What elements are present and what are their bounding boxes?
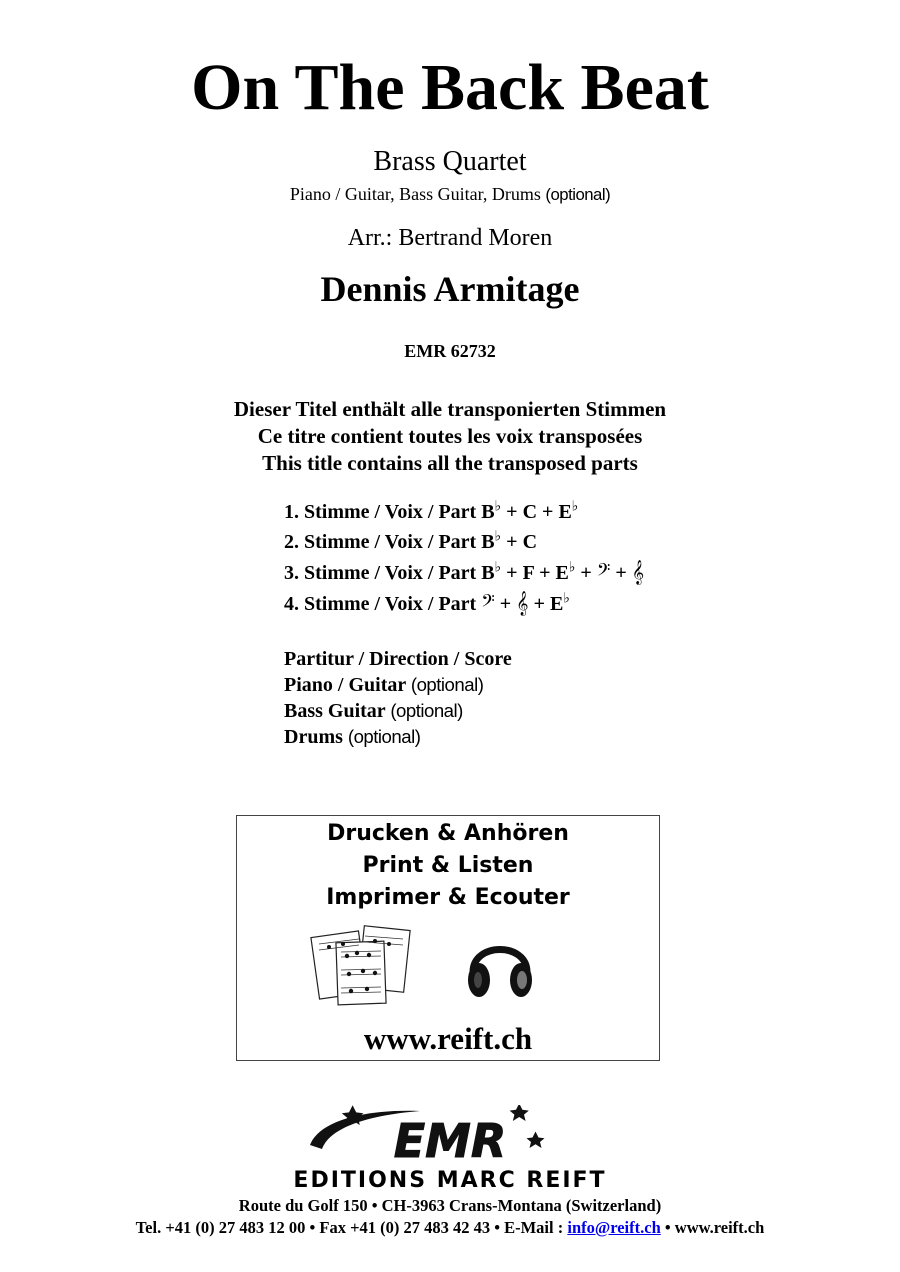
extra-part-row [284,724,512,750]
contact-phone-fax: Tel. +41 (0) 27 483 12 00 • Fax +41 (0) 27 483 42 43 • E-Mail : [135,1218,568,1237]
optional-note: (optional) [410,674,484,695]
piece-title: On The Back Beat [191,51,709,124]
part-label: 3. Stimme / Voix / Part [284,562,477,584]
part-key: C [522,531,538,553]
bass-clef-icon: 𝄢 [596,560,611,584]
extras-list [284,646,512,750]
arranger: Arr.: Bertrand Moren [347,225,553,251]
instrumentation-line [0,182,900,207]
contact-website: • www.reift.ch [660,1218,765,1237]
promo-line-french: Imprimer & Ecouter [326,885,570,910]
catalog-code: EMR 62732 [404,341,496,361]
bass-clef-icon: 𝄢 [481,591,495,615]
notice-german: Dieser Titel enthält alle transponierten Stimmen [233,397,667,421]
publisher-address: Route du Golf 150 • CH-3963 Crans-Montana (Switzerland) [238,1196,662,1215]
logo-text: EMR [393,1114,507,1167]
part-row: 3. Stimme / Voix / Part B♭ + F + E♭ + 𝄢 + 𝄞 [284,560,645,584]
composer: Dennis Armitage [320,269,580,309]
parts-list [284,497,644,619]
part-row: 2. Stimme / Voix / Part B♭ + C [284,529,538,553]
extra-part-label: Partitur / Direction / Score [284,648,512,670]
instrumentation-main: Piano / Guitar, Bass Guitar, Drums [289,184,541,204]
optional-note: (optional) [347,726,421,747]
part-key: E♭ [555,560,576,584]
part-key: B♭ [481,529,502,553]
language-notice [0,396,900,477]
promo-line-english: Print & Listen [362,853,534,878]
instrumentation-optional: (optional) [545,185,611,204]
email-link[interactable]: info@reift.ch [567,1218,661,1237]
sheet-music-icon [309,924,419,1006]
website-url[interactable]: www.reift.ch [363,1021,533,1056]
promo-line-german: Drucken & Anhören [327,821,569,846]
extra-part-row [284,672,512,698]
notice-english: This title contains all the transposed parts [262,451,638,475]
part-key: B♭ [481,560,502,584]
notice-french: Ce titre contient toutes les voix transposées [257,424,643,448]
part-label: 1. Stimme / Voix / Part [284,501,477,523]
part-key: B♭ [481,499,502,523]
part-key: E♭ [549,591,570,615]
extra-part-label: Bass Guitar [284,700,386,722]
publisher-name: EDITIONS MARC REIFT [293,1168,607,1193]
part-row: 4. Stimme / Voix / Part 𝄢 + 𝄞 + E♭ [284,591,570,615]
part-label: 2. Stimme / Voix / Part [284,531,477,553]
part-key: C [522,501,538,523]
extra-part-label: Piano / Guitar [284,674,406,696]
optional-note: (optional) [390,700,463,721]
print-listen-box [236,815,660,1061]
extra-part-label: Drums [284,726,343,748]
extra-part-row [284,698,512,724]
treble-clef-icon: 𝄞 [631,560,645,584]
publisher-contact [0,1217,900,1239]
part-key: E♭ [558,499,579,523]
part-row: 1. Stimme / Voix / Part B♭ + C + E♭ [284,499,579,523]
extra-part-row [284,646,512,672]
emr-logo [300,1105,600,1167]
treble-clef-icon: 𝄞 [516,591,529,615]
part-label: 4. Stimme / Voix / Part [284,593,477,615]
part-key: F [522,562,535,584]
ensemble-subtitle: Brass Quartet [373,146,527,177]
headphones-icon [465,928,535,1004]
